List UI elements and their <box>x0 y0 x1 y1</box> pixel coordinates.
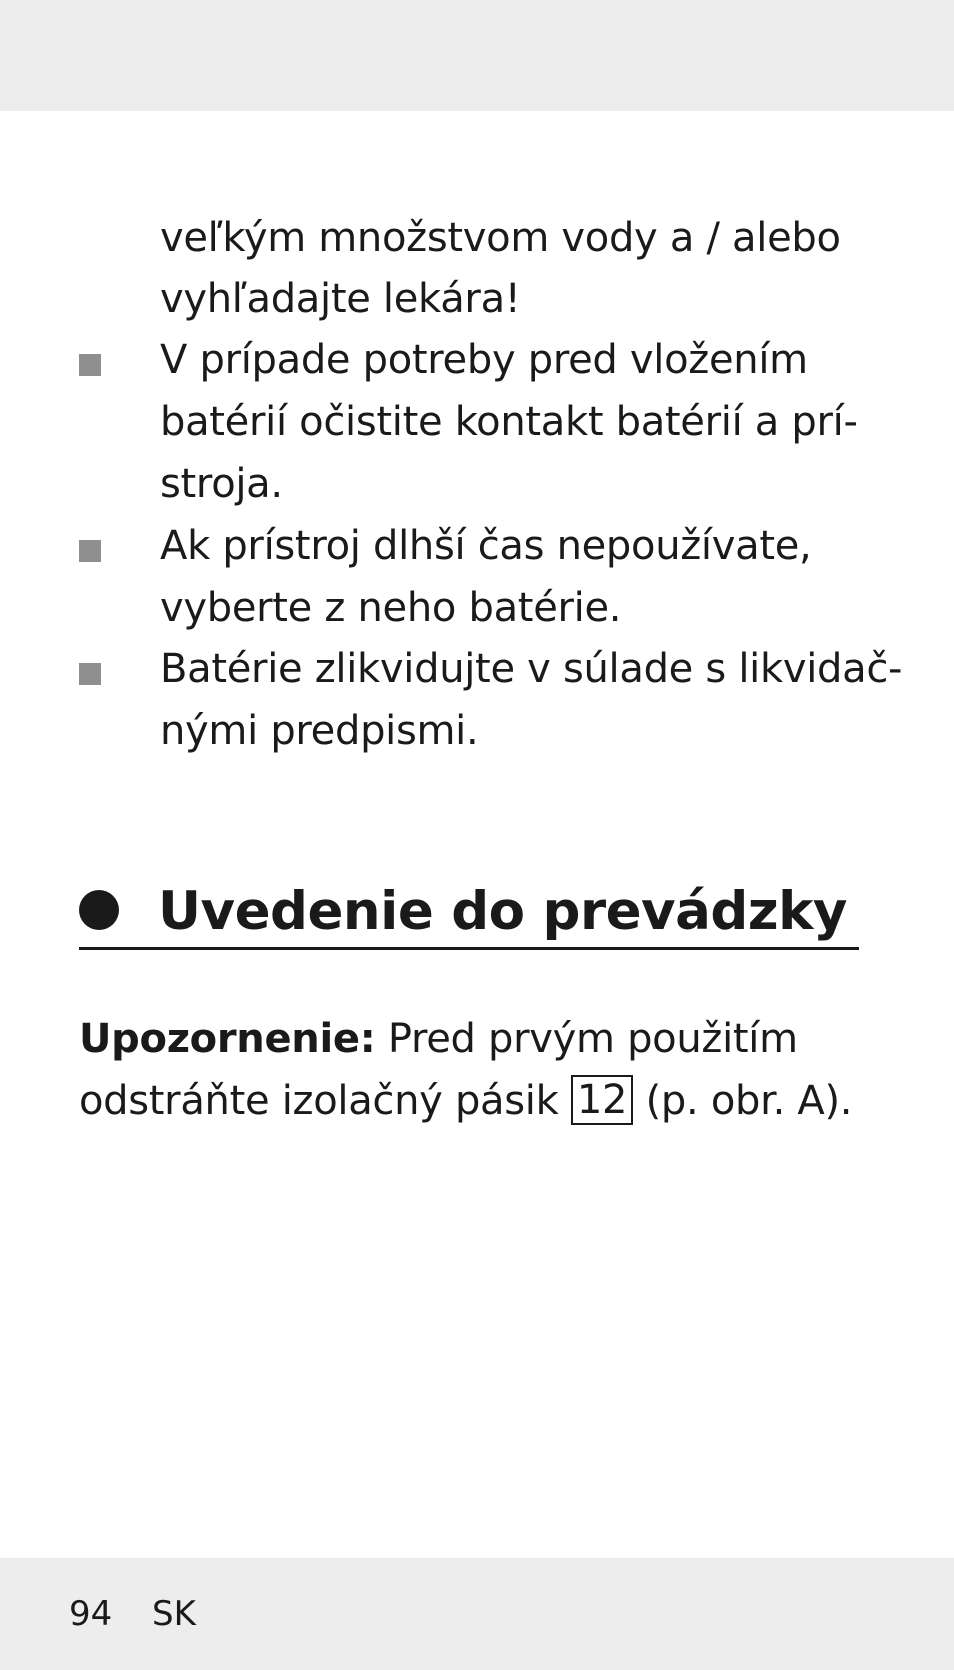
footer-band <box>0 1558 954 1670</box>
note-text: (p. obr. A). <box>645 1078 853 1124</box>
header-band <box>0 0 954 111</box>
language-code: SK <box>152 1594 196 1634</box>
part-reference-box: 12 <box>571 1075 633 1125</box>
bullet-square-icon <box>79 354 101 376</box>
list-item-text: batérií očistite kontakt batérií a prí- <box>160 399 858 445</box>
note-label: Upozornenie: <box>79 1016 376 1062</box>
section-heading: Uvedenie do prevádzky <box>158 881 847 942</box>
list-item-text: V prípade potreby pred vložením <box>160 337 808 383</box>
page-number: 94 <box>69 1594 113 1634</box>
list-item-text: vyberte z neho batérie. <box>160 585 622 631</box>
list-item-text: Batérie zlikvidujte v súlade s likvidač- <box>160 646 903 692</box>
bullet-square-icon <box>79 663 101 685</box>
bullet-square-icon <box>79 540 101 562</box>
heading-underline <box>79 947 859 950</box>
note-line-1 <box>79 1008 798 1070</box>
list-item-text: stroja. <box>160 461 283 507</box>
note-text: Pred prvým použitím <box>387 1016 798 1062</box>
list-item-text: nými predpismi. <box>160 708 479 754</box>
list-item-text: Ak prístroj dlhší čas nepoužívate, <box>160 523 812 569</box>
note-line-2 <box>79 1070 852 1132</box>
body-text-line: vyhľadajte lekára! <box>160 276 521 322</box>
section-bullet-dot-icon <box>79 890 119 930</box>
note-text: odstráňte izolačný pásik <box>79 1078 559 1124</box>
body-text-line: veľkým množstvom vody a / alebo <box>160 215 841 261</box>
